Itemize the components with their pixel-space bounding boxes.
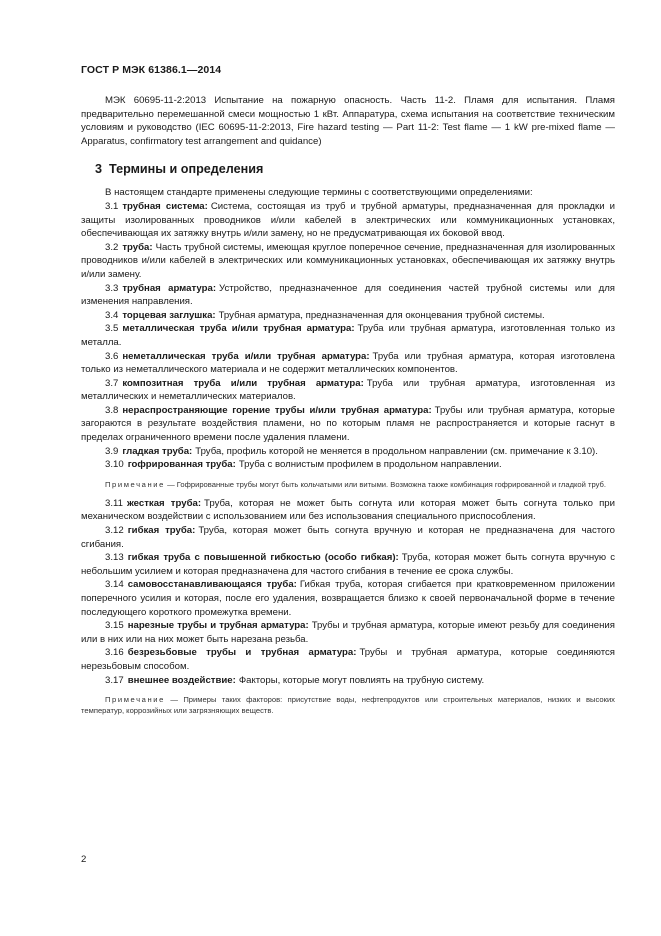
term-entry [81, 282, 615, 309]
term-number: 3.17 [105, 674, 124, 686]
term-number: 3.6 [105, 350, 119, 362]
term-entry [81, 458, 615, 472]
term-definition: Трубная арматура, предназначенная для оконцевания трубной системы. [218, 309, 545, 321]
note [81, 479, 615, 490]
term-name: жесткая труба: [126, 497, 202, 509]
term-definition: Труба или трубная арматура, которая изготовлена только из неметаллического материала и не содержит металлических компонентов. [81, 350, 615, 376]
term-name: торцевая заглушка: [122, 309, 216, 321]
term-entry [81, 200, 615, 241]
term-number: 3.2 [105, 241, 119, 253]
term-definition: Труба с волнистым профилем в продольном направлении. [238, 459, 502, 471]
term-entry [81, 646, 615, 673]
page-number: 2 [81, 854, 87, 865]
term-entry [81, 322, 615, 349]
term-definition: Труба, которая может быть согнута вручную с небольшим усилием и которая предназначена для частого сгибания в течение ее срока службы. [81, 552, 615, 577]
term-name: труба: [122, 241, 153, 253]
term-number: 3.16 [105, 647, 124, 659]
term-number: 3.4 [105, 309, 119, 321]
term-name: неметаллическая труба и/или трубная арматура: [122, 350, 370, 362]
term-entry [81, 674, 615, 688]
term-entry [81, 445, 615, 459]
term-entry [81, 619, 615, 646]
term-definition: Система, состоящая из труб и трубной арматуры, предназначенная для прокладки и защиты изолированных проводников и/или кабелей в электрических или коммуникационных установках, обеспечивающая их затяжку внутрь и/или замену, но не предусматривающая их боковой ввод. [81, 200, 615, 240]
term-name: трубная система: [122, 200, 208, 212]
term-definition: Гибкая труба, которая сгибается при кратковременном приложении поперечного усилия и которая, после его удаления, возвращается близко к своей первоначальной форме в течение последующего короткого промежутка времени. [81, 579, 615, 618]
term-entry [81, 309, 615, 323]
term-definition: Труба, профиль которой не меняется в продольном направлении (см. примечание к 3.10). [195, 445, 598, 457]
intro-paragraph: В настоящем стандарте применены следующие термины с соответствующими определениями: [105, 187, 533, 199]
term-number: 3.11 [105, 497, 123, 509]
term-name: трубная арматура: [122, 282, 217, 294]
note-text: — Примеры таких факторов: присутствие воды, нефтепродуктов или строительных материалов, низких и высоких температур, коррозийных или загрязняющих веществ. [81, 695, 615, 716]
term-definition: Труба или трубная арматура, изготовленная из металлических и неметаллических материалов. [81, 377, 615, 403]
term-definition: Труба или трубная арматура, изготовленная только из металла. [81, 323, 615, 348]
term-entry [81, 497, 615, 524]
term-definition: Трубы и трубная арматура, которые соединяются нерезьбовым способом. [81, 647, 616, 672]
term-name: композитная труба и/или трубная арматура: [122, 377, 364, 389]
term-number: 3.1 [105, 200, 119, 212]
term-name: нераспространяющие горение трубы и/или трубная арматура: [122, 404, 432, 416]
term-number: 3.14 [105, 579, 124, 591]
term-entry [81, 377, 615, 404]
term-number: 3.10 [105, 459, 124, 471]
term-entry [81, 524, 615, 551]
term-entry [81, 551, 615, 578]
section-title: Термины и определения [109, 162, 264, 177]
section-heading [95, 162, 615, 176]
term-name: внешнее воздействие: [127, 674, 236, 686]
term-name: металлическая труба и/или трубная арматура: [122, 323, 355, 335]
term-entry [81, 241, 615, 282]
term-name: гофрированная труба: [127, 459, 236, 471]
term-entry [81, 578, 615, 619]
term-number: 3.13 [105, 552, 124, 564]
document-body [81, 94, 615, 723]
term-entry [81, 404, 615, 445]
term-name: гибкая труба с повышенной гибкостью (особо гибкая): [127, 552, 399, 564]
term-number: 3.8 [105, 404, 119, 416]
term-number: 3.9 [105, 445, 119, 457]
term-name: гибкая труба: [127, 525, 196, 537]
term-name: гладкая труба: [122, 445, 193, 457]
term-name: самовосстанавливающаяся труба: [127, 579, 297, 591]
note-label: Примечание [105, 479, 165, 489]
term-number: 3.7 [105, 377, 119, 389]
normative-reference: МЭК 60695-11-2:2013 Испытание на пожарную опасность. Часть 11-2. Пламя для испытания. Пламя предварительно перемешанной смеси мощностью 1 кВт. Аппаратура, схема испытания на соответствие техническим условиям и руководство (IEC 60695-11-2:2013, Fire hazard testing — Part 11-2: Test flame — 1 kW pre-mixed flame — Apparatus, confirmatory test arrangement and quidance) [81, 95, 615, 147]
term-name: нарезные трубы и трубная арматура: [127, 620, 309, 632]
term-number: 3.5 [105, 323, 119, 335]
note [81, 694, 615, 716]
term-number: 3.15 [105, 620, 124, 632]
document-header: ГОСТ Р МЭК 61386.1—2014 [81, 64, 222, 76]
term-number: 3.3 [105, 282, 119, 294]
term-definition: Факторы, которые могут повлиять на трубную систему. [238, 674, 485, 686]
term-definition: Трубы или трубная арматура, которые загораются в результате воздействия пламени, но по которым пламя не распространяется и которые гаснут в пределах ограниченного времени после удаления пламени. [81, 404, 615, 444]
note-text: — Гофрированные трубы могут быть кольчатыми или витыми. Возможна также комбинация гофрированной и гладкой труб. [167, 479, 606, 489]
term-definition: Устройство, предназначенное для соединения частей трубной системы или для изменения направления. [81, 282, 615, 308]
note-label: Примечание [105, 695, 165, 705]
term-entry [81, 350, 615, 377]
term-definition: Часть трубной системы, имеющая круглое поперечное сечение, предназначенная для изолированных проводников и/или кабелей в электрических или коммуникационных установках, обеспечивающая их затяжку внутрь и/или замену. [81, 241, 615, 280]
term-name: безрезьбовые трубы и трубная арматура: [127, 647, 357, 659]
section-number: 3 [95, 162, 103, 177]
term-definition: Трубы и трубная арматура, которые имеют резьбу для соединения или в них или на них может быть нарезана резьба. [81, 620, 615, 645]
term-number: 3.12 [105, 525, 124, 537]
term-definition: Труба, которая может быть согнута вручную и которая не предназначена для частого сгибания. [81, 525, 615, 550]
term-definition: Труба, которая не может быть согнута или которая может быть согнута только при механическом воздействии с использованием или без использования специального приспособления. [81, 497, 615, 523]
